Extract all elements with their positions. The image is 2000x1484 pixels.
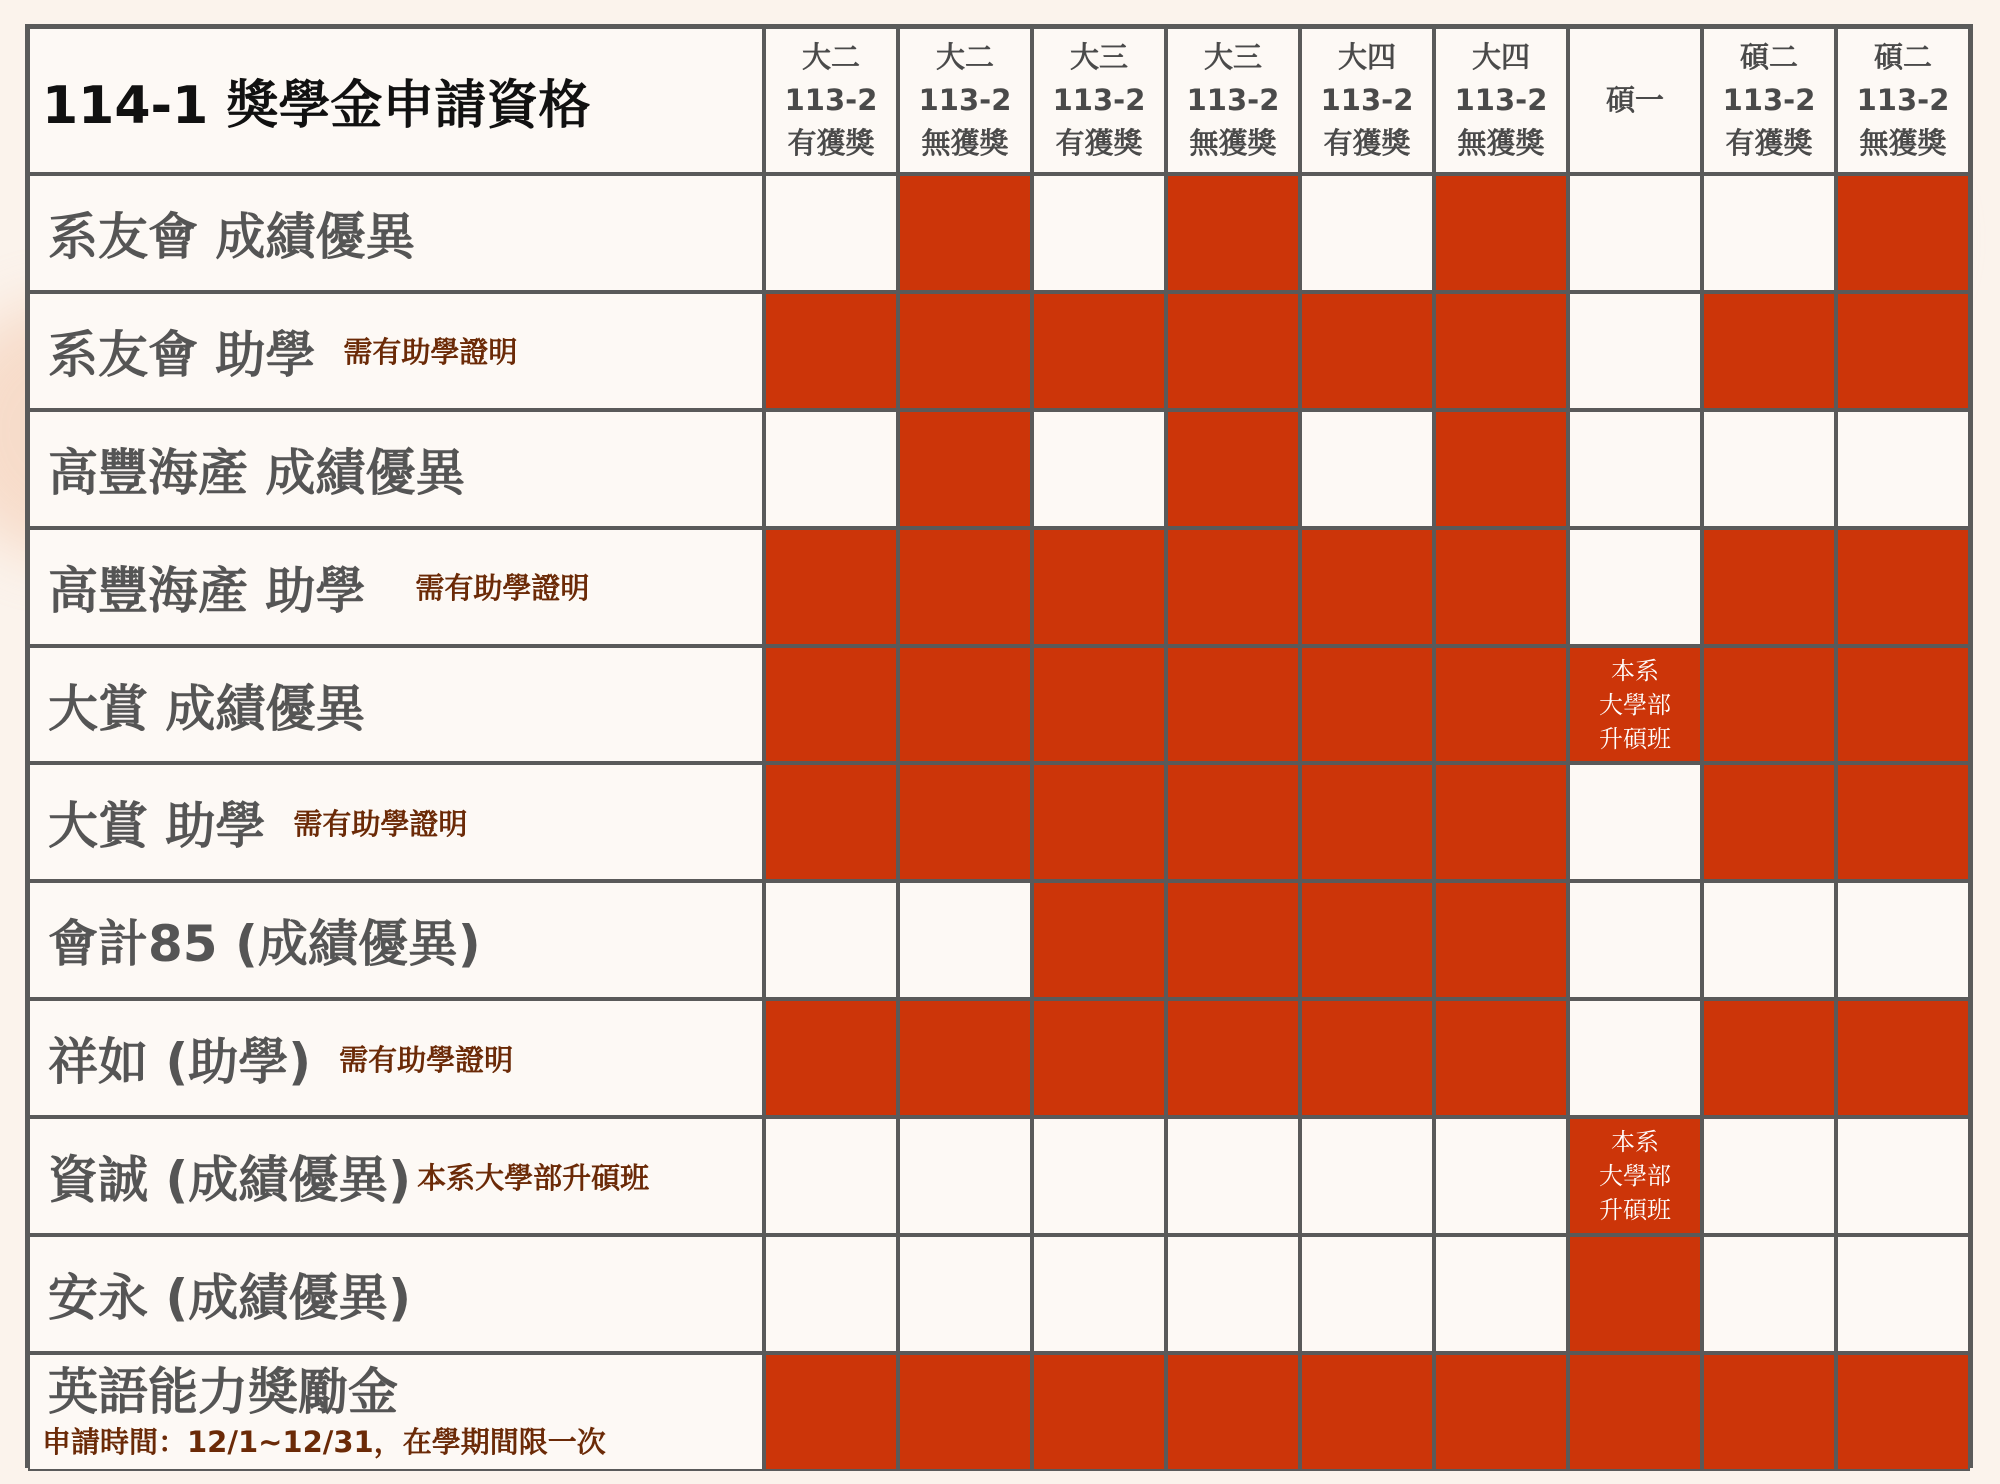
eligible-cell bbox=[1300, 999, 1434, 1117]
ineligible-cell bbox=[1568, 763, 1702, 881]
column-header-line2: 113-2 bbox=[1052, 83, 1146, 117]
ineligible-cell bbox=[1166, 1235, 1300, 1353]
column-header-line3: 無獲獎 bbox=[1189, 126, 1277, 160]
column-header-line1: 碩二 bbox=[1873, 40, 1932, 74]
scholarship-note: 需有助學證明 bbox=[293, 806, 468, 841]
ineligible-cell bbox=[1568, 410, 1702, 528]
ineligible-cell bbox=[1568, 528, 1702, 646]
column-header bbox=[1166, 27, 1300, 174]
column-header-line1: 碩二 bbox=[1739, 40, 1798, 74]
eligible-cell bbox=[1836, 646, 1970, 764]
column-header-line2: 113-2 bbox=[1454, 83, 1548, 117]
ineligible-cell bbox=[1836, 881, 1970, 999]
eligible-cell bbox=[1702, 292, 1836, 410]
column-header bbox=[1702, 27, 1836, 174]
column-header-line3: 有獲獎 bbox=[787, 126, 875, 160]
column-header bbox=[1300, 27, 1434, 174]
eligible-cell bbox=[1166, 999, 1300, 1117]
eligible-cell bbox=[898, 410, 1032, 528]
eligible-cell bbox=[1032, 1353, 1166, 1471]
eligible-cell bbox=[898, 646, 1032, 764]
eligible-cell bbox=[764, 528, 898, 646]
scholarship-name: 資誠 (成績優異) bbox=[48, 1151, 412, 1210]
row-label bbox=[28, 999, 764, 1117]
cell-note-line: 升碩班 bbox=[1599, 724, 1671, 753]
ineligible-cell bbox=[1702, 881, 1836, 999]
ineligible-cell bbox=[898, 881, 1032, 999]
application-period-note: 申請時間：12/1~12/31，在學期間限一次 bbox=[42, 1424, 606, 1459]
eligible-cell bbox=[898, 292, 1032, 410]
scholarship-name: 祥如 (助學) bbox=[48, 1033, 312, 1092]
eligible-cell bbox=[898, 1353, 1032, 1471]
ineligible-cell bbox=[764, 174, 898, 292]
eligible-cell bbox=[1434, 410, 1568, 528]
eligible-cell bbox=[1032, 528, 1166, 646]
eligible-cell bbox=[1836, 763, 1970, 881]
column-header-line1: 大三 bbox=[1069, 40, 1128, 74]
ineligible-cell bbox=[1032, 410, 1166, 528]
eligible-cell bbox=[1434, 999, 1568, 1117]
scholarship-note: 需有助學證明 bbox=[415, 571, 590, 606]
row-label bbox=[28, 763, 764, 881]
eligible-cell bbox=[1702, 646, 1836, 764]
row-label bbox=[28, 881, 764, 999]
eligible-cell bbox=[898, 763, 1032, 881]
row-label bbox=[28, 1117, 764, 1235]
eligible-cell bbox=[1166, 881, 1300, 999]
row-label bbox=[28, 410, 764, 528]
ineligible-cell bbox=[898, 1117, 1032, 1235]
scholarship-eligibility-table bbox=[25, 24, 1973, 1468]
ineligible-cell bbox=[1568, 292, 1702, 410]
eligible-cell bbox=[1702, 999, 1836, 1117]
eligible-cell bbox=[1568, 646, 1702, 764]
cell-note-line: 升碩班 bbox=[1599, 1196, 1671, 1225]
eligible-cell bbox=[1166, 174, 1300, 292]
eligible-cell bbox=[1836, 1353, 1970, 1471]
eligible-cell bbox=[1836, 528, 1970, 646]
column-header-line2: 113-2 bbox=[1186, 83, 1280, 117]
eligible-cell bbox=[1434, 881, 1568, 999]
eligible-cell bbox=[1702, 1353, 1836, 1471]
eligible-cell bbox=[764, 763, 898, 881]
eligible-cell bbox=[1166, 1353, 1300, 1471]
scholarship-name: 系友會 助學 bbox=[48, 325, 316, 384]
ineligible-cell bbox=[1032, 1117, 1166, 1235]
row-label bbox=[28, 646, 764, 764]
scholarship-note: 需有助學證明 bbox=[339, 1042, 514, 1077]
column-header-line2: 113-2 bbox=[1856, 83, 1950, 117]
eligible-cell bbox=[1166, 292, 1300, 410]
eligible-cell bbox=[1166, 763, 1300, 881]
column-header-line3: 有獲獎 bbox=[1725, 126, 1813, 160]
ineligible-cell bbox=[1166, 1117, 1300, 1235]
scholarship-note: 需有助學證明 bbox=[343, 335, 518, 370]
column-header-line2: 113-2 bbox=[1722, 83, 1816, 117]
scholarship-name: 高豐海產 助學 bbox=[48, 561, 366, 620]
ineligible-cell bbox=[764, 410, 898, 528]
column-header-line2: 碩一 bbox=[1605, 83, 1664, 117]
eligible-cell bbox=[1032, 881, 1166, 999]
page-title: 114-1 獎學金申請資格 bbox=[28, 27, 764, 174]
ineligible-cell bbox=[1568, 999, 1702, 1117]
column-header-line2: 113-2 bbox=[784, 83, 878, 117]
eligible-cell bbox=[1702, 763, 1836, 881]
eligible-cell bbox=[1166, 646, 1300, 764]
column-header-line1: 大三 bbox=[1203, 40, 1262, 74]
scholarship-name: 會計85 (成績優異) bbox=[48, 915, 481, 974]
ineligible-cell bbox=[1836, 1117, 1970, 1235]
ineligible-cell bbox=[764, 1117, 898, 1235]
ineligible-cell bbox=[1434, 1117, 1568, 1235]
column-header bbox=[1032, 27, 1166, 174]
row-label bbox=[28, 174, 764, 292]
eligible-cell bbox=[1300, 881, 1434, 999]
ineligible-cell bbox=[1702, 174, 1836, 292]
row-label bbox=[28, 292, 764, 410]
column-header-line1: 大四 bbox=[1471, 40, 1530, 74]
ineligible-cell bbox=[1434, 1235, 1568, 1353]
column-header-line1: 大四 bbox=[1337, 40, 1396, 74]
cell-note-line: 大學部 bbox=[1599, 1162, 1671, 1191]
scholarship-name: 英語能力獎勵金 bbox=[48, 1362, 398, 1421]
column-header bbox=[1434, 27, 1568, 174]
column-header-line2: 113-2 bbox=[1320, 83, 1414, 117]
cell-note-line: 大學部 bbox=[1599, 690, 1671, 719]
cell-note-line: 本系 bbox=[1611, 1128, 1659, 1157]
column-header-line3: 無獲獎 bbox=[921, 126, 1009, 160]
eligible-cell bbox=[764, 999, 898, 1117]
cell-note-line: 本系 bbox=[1611, 656, 1659, 685]
column-header bbox=[1836, 27, 1970, 174]
eligible-cell bbox=[898, 528, 1032, 646]
eligible-cell bbox=[1300, 763, 1434, 881]
ineligible-cell bbox=[1702, 410, 1836, 528]
eligible-cell bbox=[1568, 1117, 1702, 1235]
eligible-cell bbox=[764, 1353, 898, 1471]
scholarship-note: 本系大學部升碩班 bbox=[417, 1160, 650, 1195]
column-header-line1: 大二 bbox=[801, 40, 860, 74]
eligible-cell bbox=[1434, 763, 1568, 881]
ineligible-cell bbox=[1300, 410, 1434, 528]
eligible-cell bbox=[1434, 646, 1568, 764]
ineligible-cell bbox=[1300, 1117, 1434, 1235]
ineligible-cell bbox=[1568, 881, 1702, 999]
ineligible-cell bbox=[1702, 1117, 1836, 1235]
column-header bbox=[1568, 27, 1702, 174]
ineligible-cell bbox=[1836, 1235, 1970, 1353]
eligible-cell bbox=[898, 999, 1032, 1117]
eligible-cell bbox=[898, 174, 1032, 292]
column-header-line3: 無獲獎 bbox=[1457, 126, 1545, 160]
eligible-cell bbox=[1568, 1235, 1702, 1353]
ineligible-cell bbox=[1032, 174, 1166, 292]
eligible-cell bbox=[1300, 1353, 1434, 1471]
eligible-cell bbox=[1032, 999, 1166, 1117]
eligible-cell bbox=[1836, 292, 1970, 410]
column-header bbox=[898, 27, 1032, 174]
eligible-cell bbox=[1300, 292, 1434, 410]
scholarship-name: 大賞 成績優異 bbox=[48, 679, 366, 738]
ineligible-cell bbox=[1300, 1235, 1434, 1353]
ineligible-cell bbox=[1300, 174, 1434, 292]
ineligible-cell bbox=[1032, 1235, 1166, 1353]
eligible-cell bbox=[1032, 646, 1166, 764]
ineligible-cell bbox=[764, 1235, 898, 1353]
column-header-line3: 有獲獎 bbox=[1323, 126, 1411, 160]
eligible-cell bbox=[1300, 646, 1434, 764]
eligible-cell bbox=[1836, 174, 1970, 292]
scholarship-name: 安永 (成績優異) bbox=[48, 1268, 412, 1327]
row-label bbox=[28, 1353, 764, 1471]
eligible-cell bbox=[1702, 528, 1836, 646]
column-header-line3: 有獲獎 bbox=[1055, 126, 1143, 160]
eligible-cell bbox=[1166, 528, 1300, 646]
eligible-cell bbox=[1836, 999, 1970, 1117]
eligible-cell bbox=[764, 646, 898, 764]
scholarship-name: 大賞 助學 bbox=[48, 797, 266, 856]
column-header bbox=[764, 27, 898, 174]
eligible-cell bbox=[1568, 1353, 1702, 1471]
scholarship-name: 系友會 成績優異 bbox=[48, 207, 416, 266]
row-label bbox=[28, 1235, 764, 1353]
ineligible-cell bbox=[1702, 1235, 1836, 1353]
column-header-line2: 113-2 bbox=[918, 83, 1012, 117]
eligible-cell bbox=[1300, 528, 1434, 646]
eligible-cell bbox=[1434, 1353, 1568, 1471]
eligible-cell bbox=[1434, 292, 1568, 410]
column-header-line1: 大二 bbox=[935, 40, 994, 74]
ineligible-cell bbox=[764, 881, 898, 999]
eligible-cell bbox=[1166, 410, 1300, 528]
eligible-cell bbox=[1032, 763, 1166, 881]
eligible-cell bbox=[1032, 292, 1166, 410]
ineligible-cell bbox=[1568, 174, 1702, 292]
eligible-cell bbox=[1434, 528, 1568, 646]
eligible-cell bbox=[764, 292, 898, 410]
column-header-line3: 無獲獎 bbox=[1859, 126, 1947, 160]
row-label bbox=[28, 528, 764, 646]
ineligible-cell bbox=[898, 1235, 1032, 1353]
scholarship-name: 高豐海產 成績優異 bbox=[48, 443, 466, 502]
eligible-cell bbox=[1434, 174, 1568, 292]
ineligible-cell bbox=[1836, 410, 1970, 528]
